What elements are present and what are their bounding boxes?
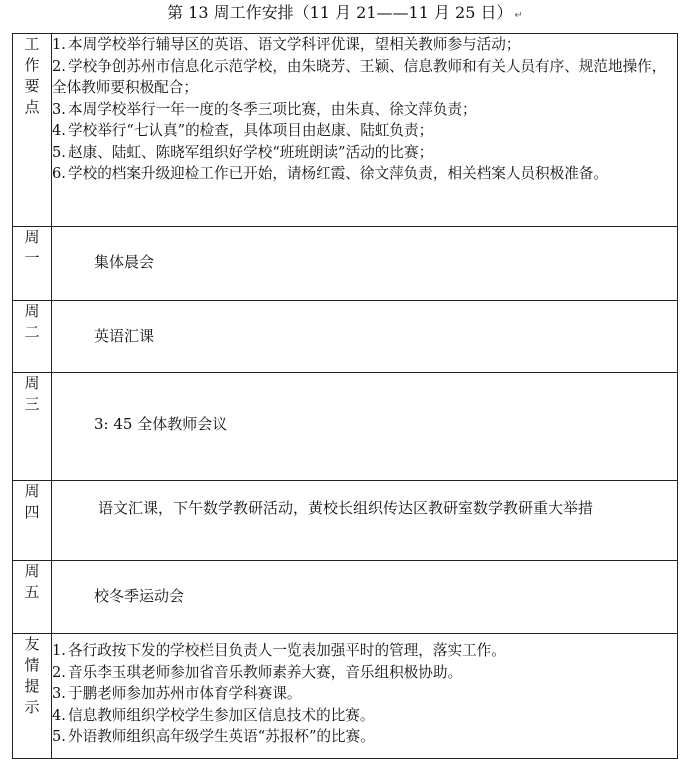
list-item: 3. 本周学校举行一年一度的冬季三项比赛，由朱真、徐文萍负责； [52,100,477,118]
day-label: 周 二 [13,301,52,373]
list-item: 1. 本周学校举行辅导区的英语、语文学科评优课，望相关教师参与活动； [52,36,521,53]
day-row-friday [13,561,678,634]
key-points-row [13,34,678,227]
reminders-row [13,634,678,759]
day-label: 周 三 [13,373,52,481]
day-content [52,481,678,561]
list-item: 2. 学校争创苏州市信息化示范学校，由朱晓芳、王颖、信息教师和有关人员有序、规范地操作，全体教师要积极配合； [52,57,667,96]
day-content [52,561,678,634]
day-row-tuesday [13,301,678,373]
day-content [52,301,678,373]
day-label: 周 五 [13,561,52,634]
day-text: 集体晨会 [94,253,155,271]
reminders-list [52,640,677,748]
key-points-content [52,34,678,227]
list-item: 6. 学校的档案升级迎检工作已开始，请杨红霞、徐文萍负责，相关档案人员积极准备。 [52,165,608,182]
key-points-list [52,34,677,185]
list-item: 5. 外语教师组织高年级学生英语“苏报杯”的比赛。 [52,728,375,745]
list-item: 3. 于鹏老师参加苏州市体育学科赛课。 [52,685,302,702]
list-item: 1. 各行政按下发的学校栏目负责人一览表加强平时的管理，落实工作。 [52,642,506,659]
list-item: 2. 音乐李玉琪老师参加省音乐教师素养大赛，音乐组积极协助。 [52,663,463,681]
day-row-monday [13,227,678,301]
title-text: 第 13 周工作安排（11 月 21——11 月 25 日） [167,3,513,22]
reminders-content [52,634,678,759]
day-text: 校冬季运动会 [94,587,185,605]
list-item: 4. 信息教师组织学校学生参加区信息技术的比赛。 [52,706,375,724]
day-row-wednesday [13,373,678,481]
day-text: 英语汇课 [94,327,155,345]
day-content [52,373,678,481]
reminders-label: 友 情 提 示 [13,634,52,759]
page-title [0,2,690,27]
day-label: 周 一 [13,227,52,301]
key-points-label: 工 作 要 点 [13,34,52,227]
schedule-table [12,33,678,759]
day-label: 周 四 [13,481,52,561]
day-text: 3: 45 全体教师会议 [94,415,228,433]
list-item: 5. 赵康、陆虹、陈晓军组织好学校“班班朗读”活动的比赛； [52,143,434,161]
day-content [52,227,678,301]
day-row-thursday [13,481,678,561]
list-item: 4. 学校举行“七认真”的检查，具体项目由赵康、陆虹负责； [52,122,434,139]
day-text: 语文汇课，下午数学教研活动，黄校长组织传达区教研室数学教研重大举措 [98,499,594,517]
paragraph-mark-icon: ↵ [514,10,523,21]
